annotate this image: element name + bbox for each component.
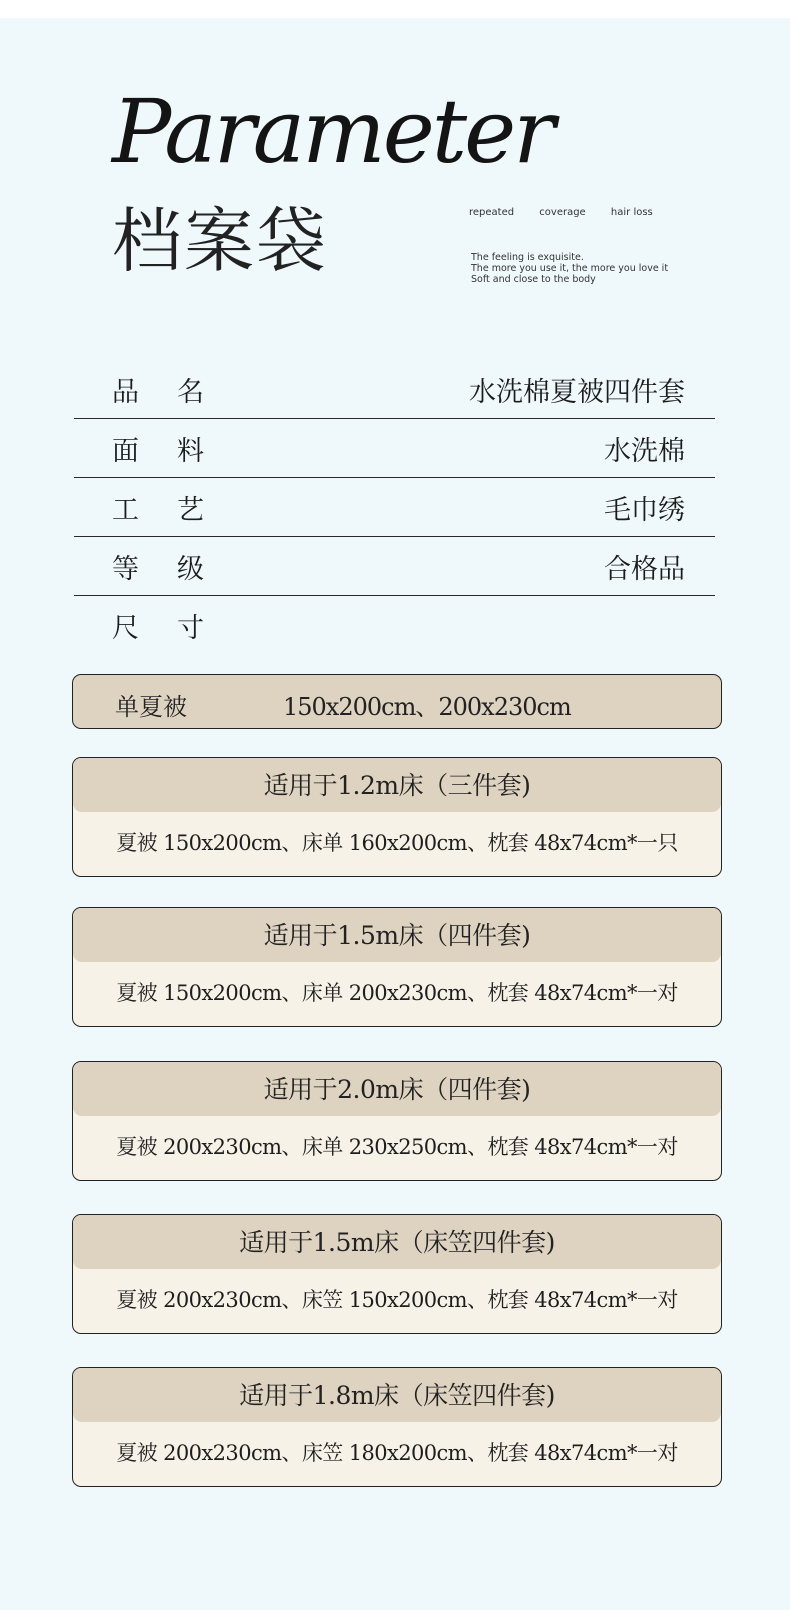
tag-list <box>469 207 675 218</box>
set-card-detail: 夏被 150x200cm、床单 160x200cm、枕套 48x74cm*一只 <box>116 831 678 855</box>
set-card-title: 适用于1.5m床（床笠四件套) <box>73 1215 721 1269</box>
tagline-line: The more you use it, the more you love it <box>471 263 669 274</box>
spec-row-name <box>74 360 715 419</box>
tagline-line: Soft and close to the body <box>471 274 596 285</box>
set-card-title: 适用于1.2m床（三件套) <box>73 758 721 812</box>
spec-row-craft <box>74 478 715 537</box>
set-card-detail: 夏被 200x230cm、床笠 180x200cm、枕套 48x74cm*一对 <box>116 1441 678 1465</box>
set-card-1-2m <box>72 757 722 877</box>
spec-table <box>74 360 715 655</box>
set-card-title: 适用于1.5m床（四件套) <box>73 908 721 962</box>
set-card-title: 适用于1.8m床（床笠四件套) <box>73 1368 721 1422</box>
tag-repeated: repeated <box>469 207 515 218</box>
set-card-2-0m <box>72 1061 722 1181</box>
spec-label: 尺寸 <box>112 613 242 644</box>
spec-label: 工艺 <box>112 495 242 526</box>
spec-value: 毛巾绣 <box>604 495 685 526</box>
page-title-chinese: 档案袋 <box>112 200 328 282</box>
tag-hair-loss: hair loss <box>610 207 653 218</box>
set-card-1-8m-fitted <box>72 1367 722 1487</box>
spec-value: 水洗棉 <box>604 436 685 467</box>
spec-row-fabric <box>74 419 715 478</box>
set-card-detail: 夏被 200x230cm、床单 230x250cm、枕套 48x74cm*一对 <box>116 1135 678 1159</box>
tagline-block <box>471 252 668 285</box>
spec-value: 水洗棉夏被四件套 <box>469 377 685 408</box>
single-quilt-sizes: 150x200cm、200x230cm <box>283 693 571 721</box>
set-card-detail: 夏被 150x200cm、床单 200x230cm、枕套 48x74cm*一对 <box>116 981 678 1005</box>
spec-value: 合格品 <box>604 554 685 585</box>
tagline-line: The feeling is exquisite. <box>471 252 584 263</box>
single-quilt-label: 单夏被 <box>115 693 187 721</box>
tag-coverage: coverage <box>539 207 586 218</box>
spec-row-grade <box>74 537 715 596</box>
spec-label: 品名 <box>112 377 242 408</box>
set-card-1-5m <box>72 907 722 1027</box>
page-title-english: Parameter <box>112 80 553 183</box>
spec-label: 等级 <box>112 554 242 585</box>
spec-row-size <box>74 596 715 655</box>
spec-label: 面料 <box>112 436 242 467</box>
set-card-detail: 夏被 200x230cm、床笠 150x200cm、枕套 48x74cm*一对 <box>116 1288 678 1312</box>
single-quilt-size-box <box>72 674 722 729</box>
set-card-1-5m-fitted <box>72 1214 722 1334</box>
set-card-title: 适用于2.0m床（四件套) <box>73 1062 721 1116</box>
